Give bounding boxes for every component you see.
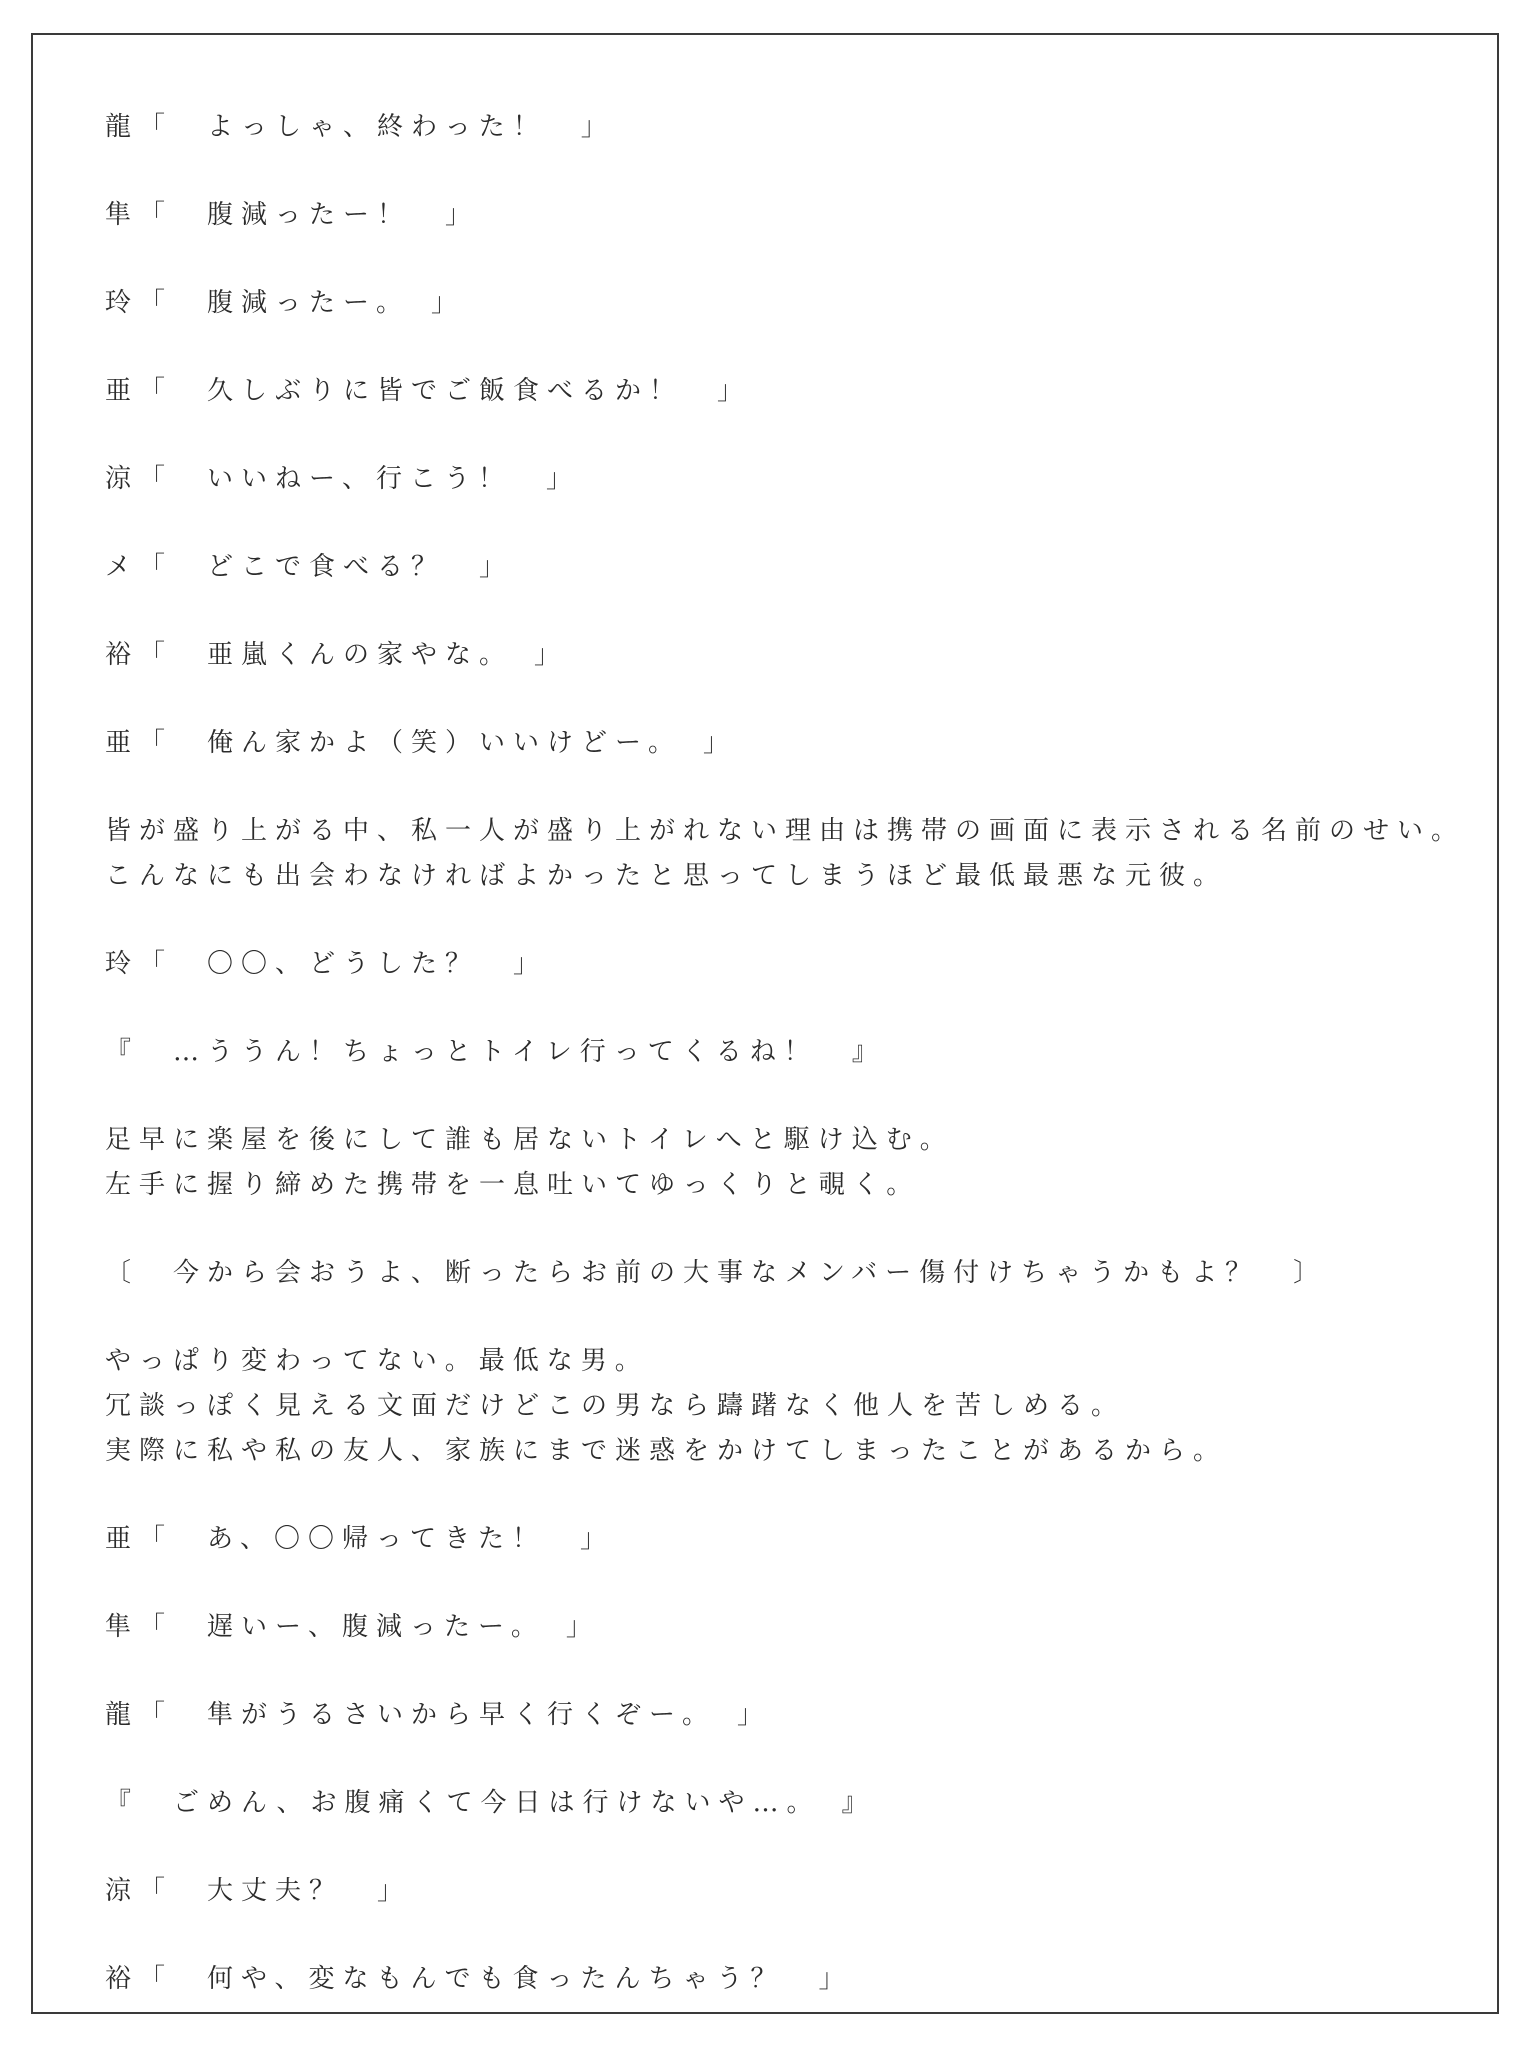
dialogue-line: 玲「 〇〇、どうした？ 」 — [105, 949, 548, 979]
narration-line: 足早に楽屋を後にして誰も居ないトイレへと駆け込む。 — [105, 1125, 954, 1155]
dialogue-line: 玲「 腹減ったー。 」 — [105, 288, 465, 318]
narration-line: 実際に私や私の友人、家族にまで迷惑をかけてしまったことがあるから。 — [105, 1436, 1228, 1466]
narration-line: 皆が盛り上がる中、私一人が盛り上がれない理由は携帯の画面に表示される名前のせい。 — [105, 816, 1466, 846]
message-line: 〔 今から会おうよ、断ったらお前の大事なメンバー傷付けちゃうかもよ？ 〕 — [105, 1258, 1328, 1288]
dialogue-line: 隼「 遅いー、腹減ったー。 」 — [105, 1612, 600, 1642]
dialogue-line: 涼「 いいねー、行こう！ 」 — [105, 464, 580, 494]
page-frame — [31, 33, 1499, 2014]
narration-line: 左手に握り締めた携帯を一息吐いてゆっくりと覗く。 — [105, 1170, 921, 1200]
dialogue-line: 裕「 亜嵐くんの家やな。 」 — [105, 640, 569, 670]
narration-line: こんなにも出会わなければよかったと思ってしまうほど最低最悪な元彼。 — [105, 861, 1228, 891]
narration-line: やっぱり変わってない。最低な男。 — [105, 1346, 649, 1376]
dialogue-line: 亜「 あ、〇〇帰ってきた！ 」 — [105, 1524, 614, 1554]
dialogue-line: 『 …ううん！ちょっとトイレ行ってくるね！ 』 — [105, 1037, 886, 1067]
dialogue-line: 『 ごめん、お腹痛くて今日は行けないや…。 』 — [105, 1788, 876, 1818]
dialogue-line: 隼「 腹減ったー！ 」 — [105, 200, 480, 230]
document-body — [105, 105, 1515, 2002]
dialogue-line: 龍「 よっしゃ、終わった！ 」 — [105, 112, 615, 142]
dialogue-line: メ「 どこで食べる？ 」 — [105, 552, 514, 582]
dialogue-line: 龍「 隼がうるさいから早く行くぞー。 」 — [105, 1700, 771, 1730]
dialogue-line: 亜「 久しぶりに皆でご飯食べるか！ 」 — [105, 376, 752, 406]
dialogue-line: 涼「 大丈夫？ 」 — [105, 1876, 412, 1906]
dialogue-line: 亜「 俺ん家かよ（笑）いいけどー。 」 — [105, 728, 737, 758]
dialogue-line: 裕「 何や、変なもんでも食ったんちゃう？ 」 — [105, 1964, 853, 1994]
narration-line: 冗談っぽく見える文面だけどこの男なら躊躇なく他人を苦しめる。 — [105, 1391, 1126, 1421]
